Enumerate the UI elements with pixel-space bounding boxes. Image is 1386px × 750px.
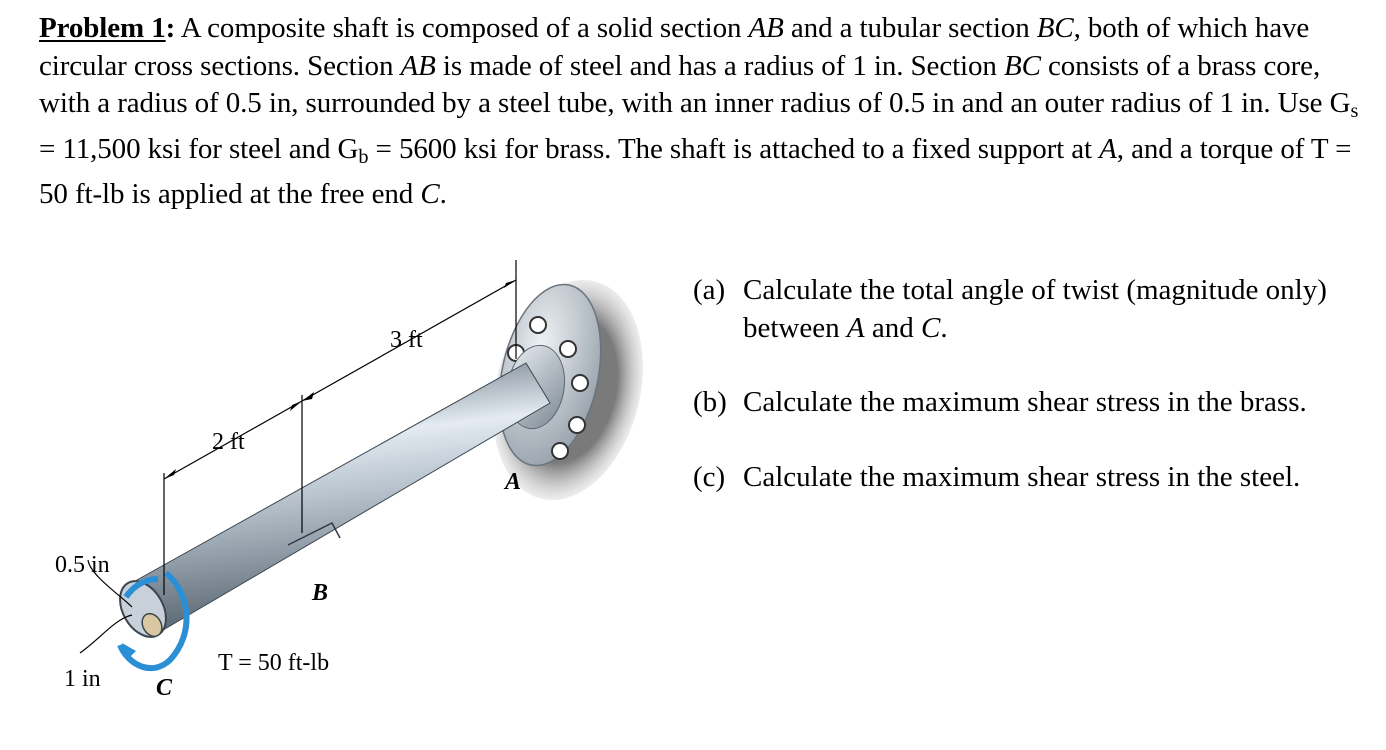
statement-segment: b	[358, 145, 369, 168]
problem-heading	[39, 12, 175, 44]
question-segment: and	[864, 311, 921, 344]
statement-segment: BC	[1003, 49, 1041, 82]
question-segment: Calculate the maximum shear stress in the steel.	[743, 460, 1301, 493]
point-a-label: A	[505, 469, 522, 495]
dimension-label-one-inch: 1 in	[64, 666, 101, 692]
statement-segment: = 11,500 ksi for steel and G	[39, 132, 359, 165]
question-segment: .	[940, 311, 948, 344]
question-segment: Calculate the total angle of twist (magnitude only) between	[743, 274, 1327, 344]
shaft-illustration	[40, 255, 660, 725]
statement-segment: AB	[400, 49, 436, 82]
problem-statement-body	[39, 12, 1358, 210]
question-c-text	[743, 461, 1300, 493]
question-segment: Calculate the maximum shear stress in the brass.	[743, 386, 1307, 418]
question-b	[693, 384, 1333, 422]
question-segment: C	[920, 311, 941, 344]
statement-segment: AB	[748, 12, 784, 44]
question-b-letter: (b)	[693, 386, 727, 418]
dimension-label-half-inch: 0.5 in	[55, 552, 110, 578]
question-a	[693, 272, 1333, 347]
statement-segment: , and a torque of T = 50 ft-lb is applied at the free end	[39, 132, 1352, 211]
dimension-label-2ft: 2 ft	[212, 429, 245, 455]
composite-shaft-figure	[40, 255, 660, 725]
question-list	[693, 272, 1333, 533]
question-a-text	[743, 274, 1327, 344]
point-c-label: C	[156, 675, 173, 701]
statement-segment: .	[439, 178, 447, 211]
question-c-letter: (c)	[693, 460, 726, 493]
torque-label: T = 50 ft-lb	[218, 650, 330, 676]
question-segment: A	[846, 311, 865, 344]
statement-segment: , both of which have circular cross sections. Section	[39, 12, 1310, 82]
problem-statement	[39, 10, 1359, 214]
statement-segment: A composite shaft is composed of a solid section	[175, 12, 749, 44]
point-b-label: B	[312, 580, 329, 606]
statement-segment: A	[1099, 132, 1117, 165]
statement-segment: s	[1350, 100, 1359, 123]
problem-heading-colon: :	[165, 12, 176, 44]
statement-segment: is made of steel and has a radius of 1 in. Section	[435, 49, 1004, 82]
statement-segment: consists of a brass core, with a radius of 0.5 in, surrounded by a steel tube, with an inner radius of 0.5 in and an outer radius of 1 in. Use G	[39, 49, 1351, 119]
statement-segment: BC	[1036, 12, 1074, 44]
dimension-label-3ft: 3 ft	[390, 327, 423, 353]
problem-heading-label: Problem 1	[39, 12, 166, 44]
statement-segment: = 5600 ksi for brass. The shaft is attached to a fixed support at	[368, 132, 1100, 165]
question-a-letter: (a)	[693, 274, 726, 306]
shaft-body	[128, 363, 550, 633]
question-c	[693, 459, 1333, 497]
statement-segment: C	[420, 178, 440, 211]
statement-segment: and a tubular section	[783, 12, 1037, 44]
question-b-text	[743, 386, 1307, 418]
